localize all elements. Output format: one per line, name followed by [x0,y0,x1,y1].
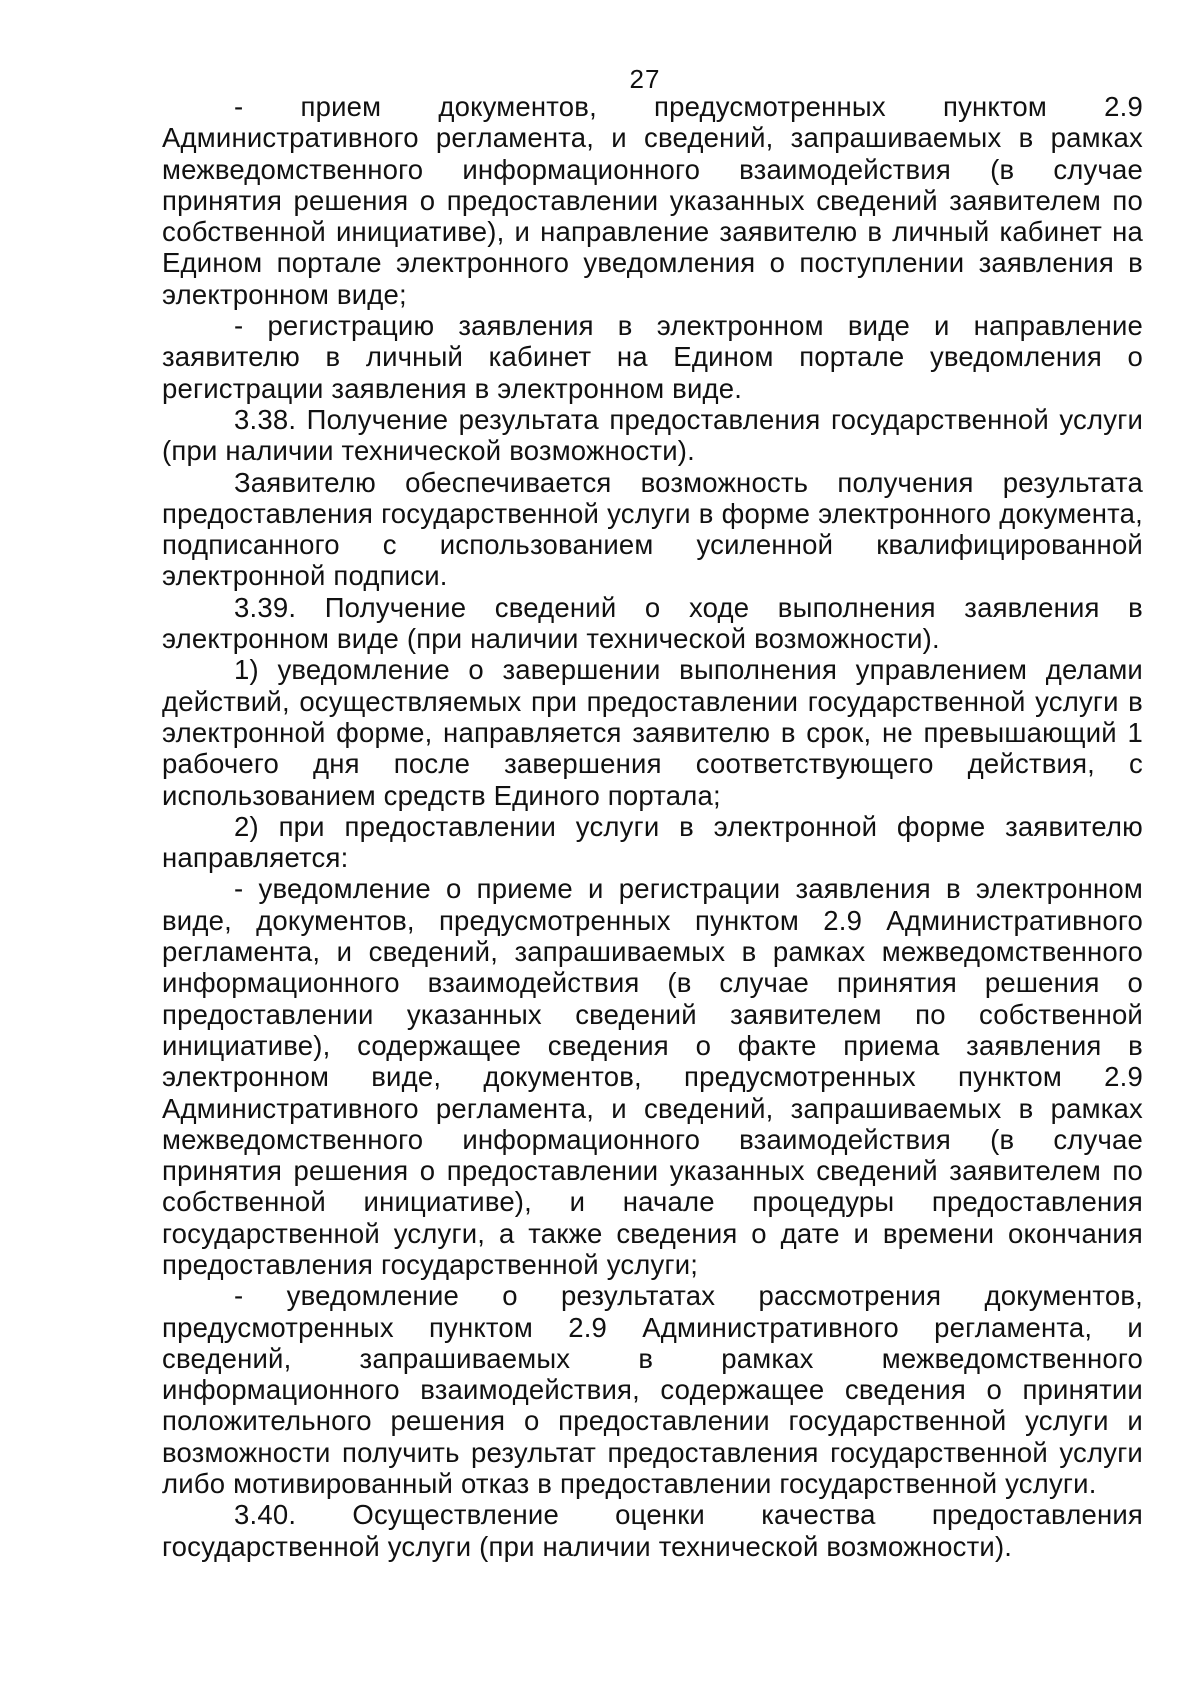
paragraph-section-3-39: 3.39. Получение сведений о ходе выполнения заявления в электронном виде (при наличии технической возможности). [162,591,1143,655]
paragraph-item-2-notification: 2) при предоставлении услуги в электронной форме заявителю направляется: [162,810,1143,874]
paragraph-section-3-38: 3.38. Получение результата предоставления государственной услуги (при наличии технической возможности). [162,403,1143,467]
paragraph-receipt-notification: - уведомление о приеме и регистрации заявления в электронном виде, документов, предусмотренных пунктом 2.9 Административного регламента, и сведений, запрашиваемых в рамках межведомственного информационного взаимодействия (в случае принятия решения о предоставлении указанных сведений заявителем по собственной инициативе), содержащее сведения о факте приема заявления в электронном виде, документов, предусмотренных пунктом 2.9 Административного регламента, и сведений, запрашиваемых в рамках межведомственного информационного взаимодействия (в случае принятия решения о предоставлении указанных сведений заявителем по собственной инициативе), и начале процедуры предоставления государственной услуги, а также сведения о дате и времени окончания предоставления государственной услуги; [162,873,1143,1280]
paragraph-section-3-40: 3.40. Осуществление оценки качества предоставления государственной услуги (при наличии технической возможности). [162,1499,1143,1562]
paragraph-results-notification: - уведомление о результатах рассмотрения документов, предусмотренных пунктом 2.9 Административного регламента, и сведений, запрашиваемых в рамках межведомственного информационного взаимодействия, содержащее сведения о принятии положительного решения о предоставлении государственной услуги и возможности получить результат предоставления государственной услуги либо мотивированный отказ в предоставлении государственной услуги. [162,1280,1143,1500]
body-text [162,91,1143,1562]
paragraph-item-1-notification: 1) уведомление о завершении выполнения управлением делами действий, осуществляемых при предоставлении государственной услуги в электронной форме, направляется заявителю в срок, не превышающий 1 рабочего дня после завершения соответствующего действия, с использованием средств Единого портала; [162,654,1143,811]
paragraph-registration: - регистрацию заявления в электронном виде и направление заявителю в личный кабинет на Едином портале уведомления о регистрации заявления в электронном виде. [162,310,1143,404]
paragraph-result-electronic-document: Заявителю обеспечивается возможность получения результата предоставления государственной услуги в форме электронного документа, подписанного с использованием усиленной квалифицированной электронной подписи. [162,466,1143,592]
page-number: 27 [629,64,661,94]
paragraph-document-receipt: - прием документов, предусмотренных пунктом 2.9 Административного регламента, и сведений, запрашиваемых в рамках межведомственного информационного взаимодействия (в случае принятия решения о предоставлении указанных сведений заявителем по собственной инициативе), и направление заявителю в личный кабинет на Едином портале электронного уведомления о поступлении заявления в электронном виде; [162,91,1143,310]
